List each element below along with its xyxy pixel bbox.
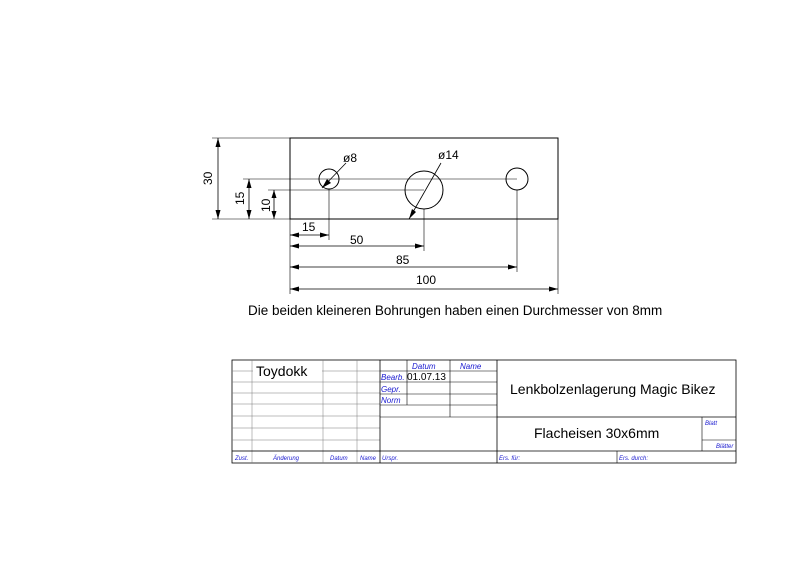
arrow-x15-right bbox=[320, 233, 329, 238]
arrow-30-top bbox=[216, 138, 221, 147]
label-hole3-x: 85 bbox=[396, 253, 410, 267]
arrow-15-top bbox=[247, 179, 252, 188]
footer-ers-durch: Ers. durch: bbox=[619, 456, 649, 462]
label-height-total: 30 bbox=[201, 171, 215, 185]
footer-name: Name bbox=[360, 456, 377, 462]
arrow-x85-left bbox=[290, 265, 299, 270]
label-hole2-x: 50 bbox=[350, 233, 364, 247]
col-name: Name bbox=[460, 362, 482, 371]
label-dia-small: ø8 bbox=[343, 151, 358, 165]
title-block bbox=[232, 360, 736, 463]
row-bearb: Bearb. bbox=[381, 373, 405, 382]
drawing-subtitle: Flacheisen 30x6mm bbox=[534, 425, 660, 441]
label-height-lower: 10 bbox=[259, 198, 273, 212]
company-name: Toydokk bbox=[256, 363, 308, 379]
drawing-note: Die beiden kleineren Bohrungen haben einen Durchmesser von 8mm bbox=[248, 303, 663, 318]
footer-aenderung: Änderung bbox=[273, 456, 300, 462]
arrow-x100-right bbox=[549, 287, 558, 292]
arrow-15-bottom bbox=[247, 210, 252, 219]
arrow-x50-left bbox=[290, 244, 299, 249]
arrow-30-bottom bbox=[216, 210, 221, 219]
bearb-date: 01.07.13 bbox=[407, 372, 446, 383]
arrow-x100-left bbox=[290, 287, 299, 292]
footer-urspr: Urspr. bbox=[382, 456, 399, 462]
drawing-title: Lenkbolzenlagerung Magic Bikez bbox=[510, 381, 716, 397]
footer-zust: Zust. bbox=[235, 456, 249, 462]
col-datum: Datum bbox=[412, 362, 436, 371]
footer-ers-fuer: Ers. für: bbox=[499, 456, 521, 462]
row-norm: Norm bbox=[381, 396, 401, 405]
label-height-mid: 15 bbox=[233, 191, 247, 205]
blaetter-label: Blätter bbox=[716, 444, 734, 450]
arrow-10-top bbox=[272, 190, 277, 198]
label-hole1-x: 15 bbox=[302, 220, 316, 234]
blatt-label: Blatt bbox=[705, 421, 718, 427]
footer-datum: Datum bbox=[330, 456, 348, 462]
part-outline bbox=[290, 138, 558, 219]
arrow-x15-left bbox=[290, 233, 299, 238]
arrow-x50-right bbox=[415, 244, 424, 249]
label-length-total: 100 bbox=[416, 273, 437, 287]
arrow-x85-right bbox=[508, 265, 517, 270]
row-gepr: Gepr. bbox=[381, 385, 401, 394]
arrow-dia-large bbox=[409, 209, 416, 219]
label-dia-large: ø14 bbox=[438, 148, 459, 162]
